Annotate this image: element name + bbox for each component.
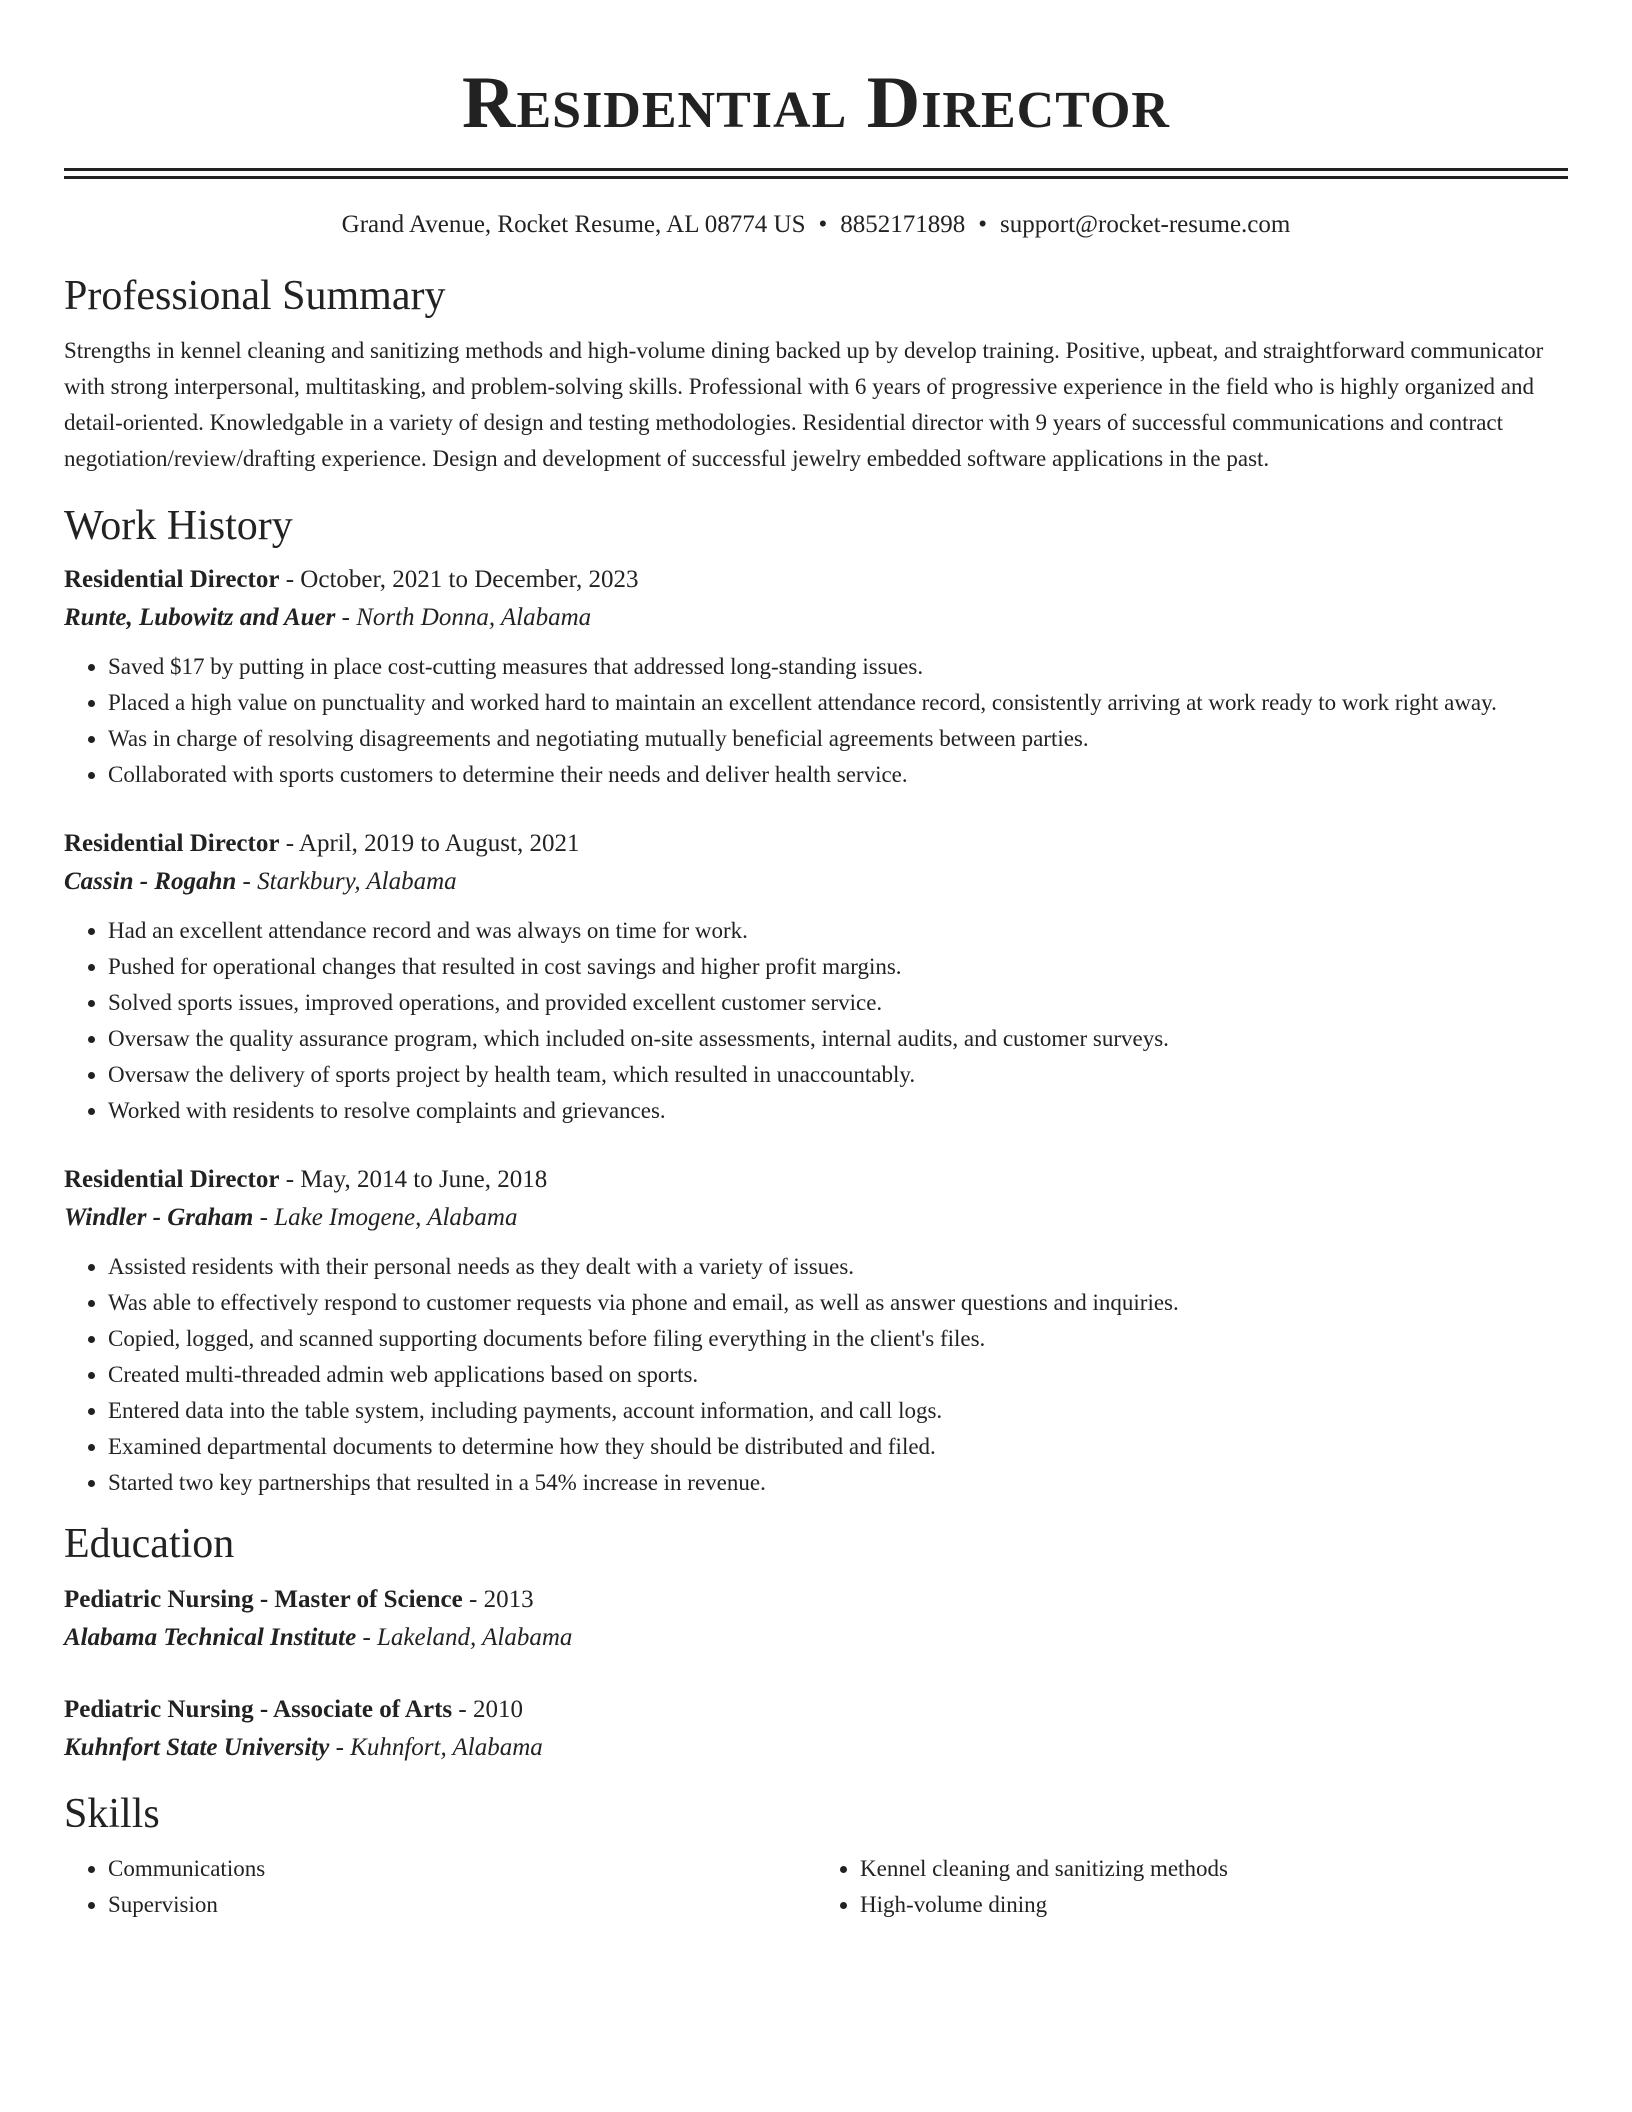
job-bullet: • Copied, logged, and scanned supporting documents before filing everything in the client's files. <box>108 1321 1568 1357</box>
job-bullets <box>64 649 1568 793</box>
job-bullet: • Started two key partnerships that resulted in a 54% increase in revenue. <box>108 1465 1568 1501</box>
contact-separator: • <box>818 211 828 238</box>
job-title-line <box>64 825 1568 863</box>
employer-name: Runte, Lubowitz and Auer <box>64 604 336 631</box>
employer-location: - Starkbury, Alabama <box>236 868 457 895</box>
job-bullet: • Pushed for operational changes that resulted in cost savings and higher profit margins. <box>108 949 1568 985</box>
employer-line <box>64 1199 1568 1237</box>
skill-item: • Kennel cleaning and sanitizing methods <box>860 1851 1568 1887</box>
job-entry <box>64 1161 1568 1501</box>
school-name: Kuhnfort State University <box>64 1734 330 1761</box>
candidate-name: Residential Director <box>462 62 1170 144</box>
employer-line <box>64 599 1568 637</box>
employer-name: Cassin - Rogahn <box>64 868 237 895</box>
skills-left-column <box>64 1851 816 1923</box>
job-bullet: • Was in charge of resolving disagreements and negotiating mutually beneficial agreements between parties. <box>108 721 1568 757</box>
job-bullet: • Examined departmental documents to determine how they should be distributed and filed. <box>108 1429 1568 1465</box>
job-title: Residential Director <box>64 830 280 857</box>
job-bullet: • Was able to effectively respond to customer requests via phone and email, as well as answer questions and inquiries. <box>108 1285 1568 1321</box>
degree-name: Pediatric Nursing - Master of Science <box>64 1586 463 1613</box>
job-bullet: • Saved $17 by putting in place cost-cutting measures that addressed long-standing issues. <box>108 649 1568 685</box>
skills-columns <box>64 1839 1568 1923</box>
job-bullet: • Created multi-threaded admin web applications based on sports. <box>108 1357 1568 1393</box>
degree-line <box>64 1581 1568 1619</box>
job-dates: - May, 2014 to June, 2018 <box>279 1166 548 1193</box>
job-dates: - October, 2021 to December, 2023 <box>279 566 639 593</box>
job-entry <box>64 561 1568 793</box>
employer-location: - North Donna, Alabama <box>335 604 592 631</box>
job-title-line <box>64 561 1568 599</box>
job-entry <box>64 825 1568 1129</box>
job-bullets <box>64 1249 1568 1501</box>
education-heading: Education <box>64 1521 235 1567</box>
job-bullet: • Had an excellent attendance record and was always on time for work. <box>108 913 1568 949</box>
skills-heading: Skills <box>64 1791 160 1837</box>
skill-item: • Communications <box>108 1851 816 1887</box>
contact-address: Grand Avenue, Rocket Resume, AL 08774 US <box>341 211 806 238</box>
employer-location: - Lake Imogene, Alabama <box>253 1204 518 1231</box>
job-bullet: • Worked with residents to resolve complaints and grievances. <box>108 1093 1568 1129</box>
school-line <box>64 1619 1568 1657</box>
header-divider <box>64 168 1568 179</box>
job-dates: - April, 2019 to August, 2021 <box>279 830 580 857</box>
education-entry <box>64 1581 1568 1657</box>
skill-item: • High-volume dining <box>860 1887 1568 1923</box>
contact-email: support@rocket-resume.com <box>1000 211 1291 238</box>
job-title: Residential Director <box>64 1166 280 1193</box>
school-location: - Lakeland, Alabama <box>356 1624 573 1651</box>
skill-item: • Supervision <box>108 1887 816 1923</box>
contact-separator: • <box>978 211 988 238</box>
job-bullet: • Assisted residents with their personal needs as they dealt with a variety of issues. <box>108 1249 1568 1285</box>
employer-name: Windler - Graham <box>64 1204 254 1231</box>
contact-phone: 8852171898 <box>840 211 966 238</box>
job-bullets <box>64 913 1568 1129</box>
school-line <box>64 1729 1568 1767</box>
degree-year: - 2010 <box>452 1696 523 1723</box>
employer-line <box>64 863 1568 901</box>
education-entry <box>64 1691 1568 1767</box>
summary-heading: Professional Summary <box>64 273 446 319</box>
job-bullet: • Solved sports issues, improved operations, and provided excellent customer service. <box>108 985 1568 1021</box>
degree-year: - 2013 <box>462 1586 534 1613</box>
job-bullet: • Oversaw the quality assurance program, which included on-site assessments, internal audits, and customer surveys. <box>108 1021 1568 1057</box>
job-bullet: • Entered data into the table system, including payments, account information, and call logs. <box>108 1393 1568 1429</box>
summary-text: Strengths in kennel cleaning and sanitizing methods and high-volume dining backed up by develop training. Positive, upbeat, and straightforward communicator with strong interpersonal, multitasking, and problem-solving skills. Professional with 6 years of progressive experience in the field who is highly organized and detail-oriented. Knowledgable in a variety of design and testing methodologies. Residential director with 9 years of successful communications and contract negotiation/review/drafting experience. Design and development of successful jewelry embedded software applications in the past. <box>64 338 1544 471</box>
job-title-line <box>64 1161 1568 1199</box>
school-location: - Kuhnfort, Alabama <box>329 1734 543 1761</box>
job-title: Residential Director <box>64 566 280 593</box>
degree-line <box>64 1691 1568 1729</box>
degree-name: Pediatric Nursing - Associate of Arts <box>64 1696 453 1723</box>
contact-line <box>64 210 1568 240</box>
skills-right-column <box>816 1851 1568 1923</box>
school-name: Alabama Technical Institute <box>64 1624 357 1651</box>
job-bullet: • Oversaw the delivery of sports project by health team, which resulted in unaccountably. <box>108 1057 1568 1093</box>
work-history-heading: Work History <box>64 503 293 549</box>
job-bullet: • Placed a high value on punctuality and worked hard to maintain an excellent attendance record, consistently arriving at work ready to work right away. <box>108 685 1568 721</box>
job-bullet: • Collaborated with sports customers to determine their needs and deliver health service. <box>108 757 1568 793</box>
